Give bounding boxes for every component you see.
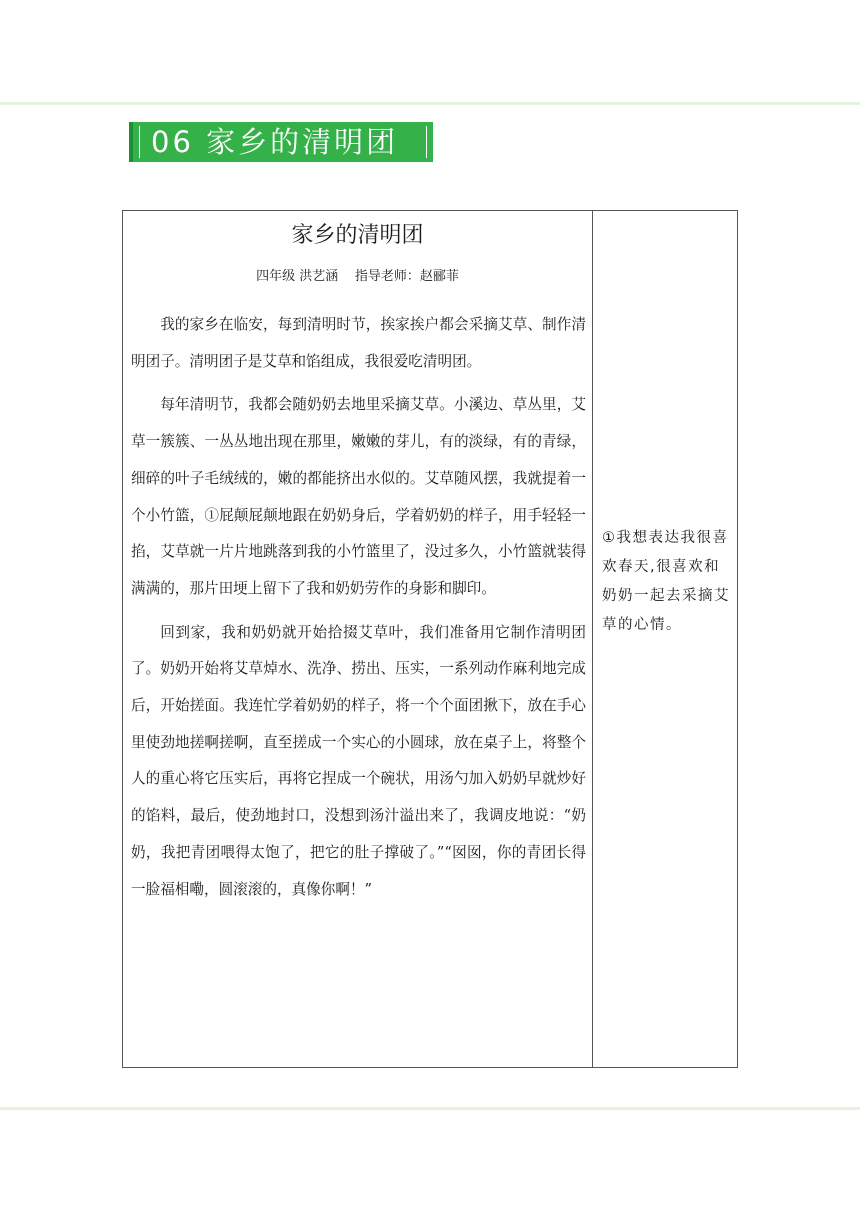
essay-paragraph: 每年清明节，我都会随奶奶去地里采摘艾草。小溪边、草丛里，艾草一簇簇、一丛丛地出现在那里，嫩嫩的芽儿，有的淡绿，有的青绿，细碎的叶子毛绒绒的，嫩的都能挤出水似的。艾草随风摆，我就提着一个小竹篮，①屁颠屁颠地跟在奶奶身后，学着奶奶的样子，用手轻轻一掐，艾草就一片片地跳落到我的小竹篮里了，没过多久，小竹篮就装得满满的，那片田埂上留下了我和奶奶劳作的身影和脚印。	[131, 396, 586, 597]
column-divider	[592, 211, 593, 1067]
essay-title: 家乡的清明团	[291, 223, 424, 248]
essay-byline: 四年级 洪艺涵 指导老师：赵郦菲	[256, 269, 459, 284]
essay-paragraph: 回到家，我和奶奶就开始拾掇艾草叶，我们准备用它制作清明团了。奶奶开始将艾草焯水、洗净、捞出、压实，一系列动作麻利地完成后，开始搓面。我连忙学着奶奶的样子，将一个个面团揪下，放在手心里使劲地搓啊搓啊，直至搓成一个实心的小圆球，放在桌子上，将整个人的重心将它压实后，再将它捏成一个碗状，用汤勺加入奶奶早就炒好的馅料，最后，使劲地封口，没想到汤汁溢出来了，我调皮地说：“奶奶，我把青团喂得太饱了，把它的肚子撑破了。”“囡囡，你的青团长得一脸福相嘞，圆滚滚的，真像你啊！”	[131, 623, 586, 898]
essay-body	[131, 307, 586, 915]
essay-table	[122, 210, 738, 1068]
essay-paragraph: 我的家乡在临安，每到清明时节，挨家挨户都会采摘艾草、制作清明团子。清明团子是艾草和馅组成，我很爱吃清明团。	[131, 316, 586, 370]
top-divider-line	[0, 102, 860, 105]
chapter-title: 06 家乡的清明团	[151, 125, 399, 159]
margin-comment: ①我想表达我很喜欢春天,很喜欢和奶奶一起去采摘艾草的心情。	[602, 530, 730, 633]
bottom-divider-line	[0, 1107, 860, 1110]
chapter-banner	[129, 122, 433, 162]
